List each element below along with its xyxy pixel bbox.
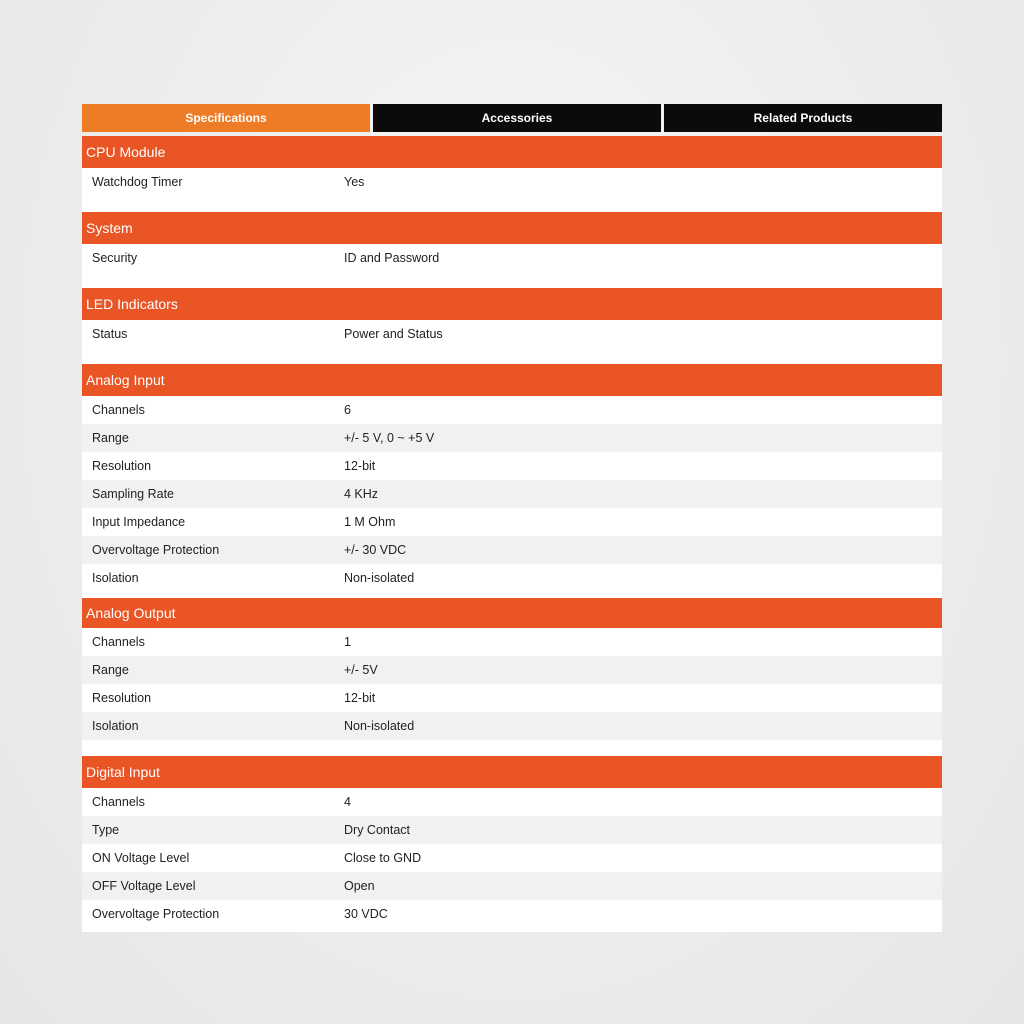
section-title: LED Indicators [82, 288, 942, 320]
spec-label: Isolation [92, 571, 139, 585]
spec-value: +/- 30 VDC [344, 543, 407, 557]
table-row [82, 320, 942, 350]
spec-label: OFF Voltage Level [92, 879, 196, 893]
spec-value: Dry Contact [344, 823, 410, 837]
spec-label: Sampling Rate [92, 487, 174, 501]
spec-value: 4 KHz [344, 487, 379, 501]
spec-value: Non-isolated [344, 719, 415, 733]
table-row [82, 712, 942, 740]
spec-value: Close to GND [344, 851, 422, 865]
table-row [82, 872, 942, 900]
spec-label: Overvoltage Protection [92, 907, 220, 921]
table-row [82, 508, 942, 536]
table-row [82, 244, 942, 274]
spec-label: Input Impedance [92, 515, 186, 529]
section-system [82, 212, 942, 288]
spec-value: 12-bit [344, 691, 376, 705]
spec-label: Resolution [92, 691, 152, 705]
section-title: CPU Module [82, 136, 942, 168]
spec-label: Range [92, 663, 129, 677]
section-digital-input [82, 756, 942, 932]
table-row [82, 480, 942, 508]
spec-label: Channels [92, 795, 145, 809]
table-row [82, 656, 942, 684]
tab-specifications[interactable]: Specifications [82, 104, 370, 132]
section-analog-output [82, 598, 942, 756]
section-cpu-module [82, 136, 942, 212]
table-row [82, 684, 942, 712]
spec-label: Type [92, 823, 120, 837]
section-analog-input [82, 364, 942, 598]
spec-label: ON Voltage Level [92, 851, 190, 865]
spec-card [82, 104, 942, 932]
table-row [82, 396, 942, 424]
spec-value: ID and Password [344, 251, 440, 265]
table-row [82, 564, 942, 592]
table-row [82, 536, 942, 564]
table-row [82, 168, 942, 200]
spec-label: Security [92, 251, 138, 265]
spec-label: Isolation [92, 719, 139, 733]
spec-label: Watchdog Timer [92, 175, 183, 189]
spec-value: +/- 5V [344, 663, 378, 677]
spec-value: Open [344, 879, 375, 893]
spec-label: Overvoltage Protection [92, 543, 220, 557]
spec-value: 6 [344, 403, 351, 417]
table-row [82, 628, 942, 656]
table-row [82, 844, 942, 872]
spec-value: +/- 5 V, 0 ~ +5 V [344, 431, 435, 445]
section-title: Analog Output [82, 598, 942, 628]
spec-value: Power and Status [344, 327, 443, 341]
section-title: Analog Input [82, 364, 942, 396]
table-row [82, 788, 942, 816]
spec-label: Range [92, 431, 129, 445]
spec-value: 30 VDC [344, 907, 388, 921]
spec-value: 1 M Ohm [344, 515, 396, 529]
spec-value: 4 [344, 795, 351, 809]
table-row [82, 816, 942, 844]
spec-label: Channels [92, 635, 145, 649]
tab-accessories[interactable]: Accessories [373, 104, 661, 132]
spec-value: 1 [344, 635, 351, 649]
spec-label: Channels [92, 403, 145, 417]
tab-bar [82, 104, 942, 132]
table-row [82, 424, 942, 452]
spec-label: Status [92, 327, 128, 341]
section-title: System [82, 212, 942, 244]
spec-label: Resolution [92, 459, 152, 473]
spec-value: 12-bit [344, 459, 376, 473]
section-title: Digital Input [82, 756, 942, 788]
spec-value: Non-isolated [344, 571, 415, 585]
spec-value: Yes [344, 175, 365, 189]
table-row [82, 900, 942, 928]
section-led-indicators [82, 288, 942, 364]
tab-related-products[interactable]: Related Products [664, 104, 942, 132]
table-row [82, 452, 942, 480]
